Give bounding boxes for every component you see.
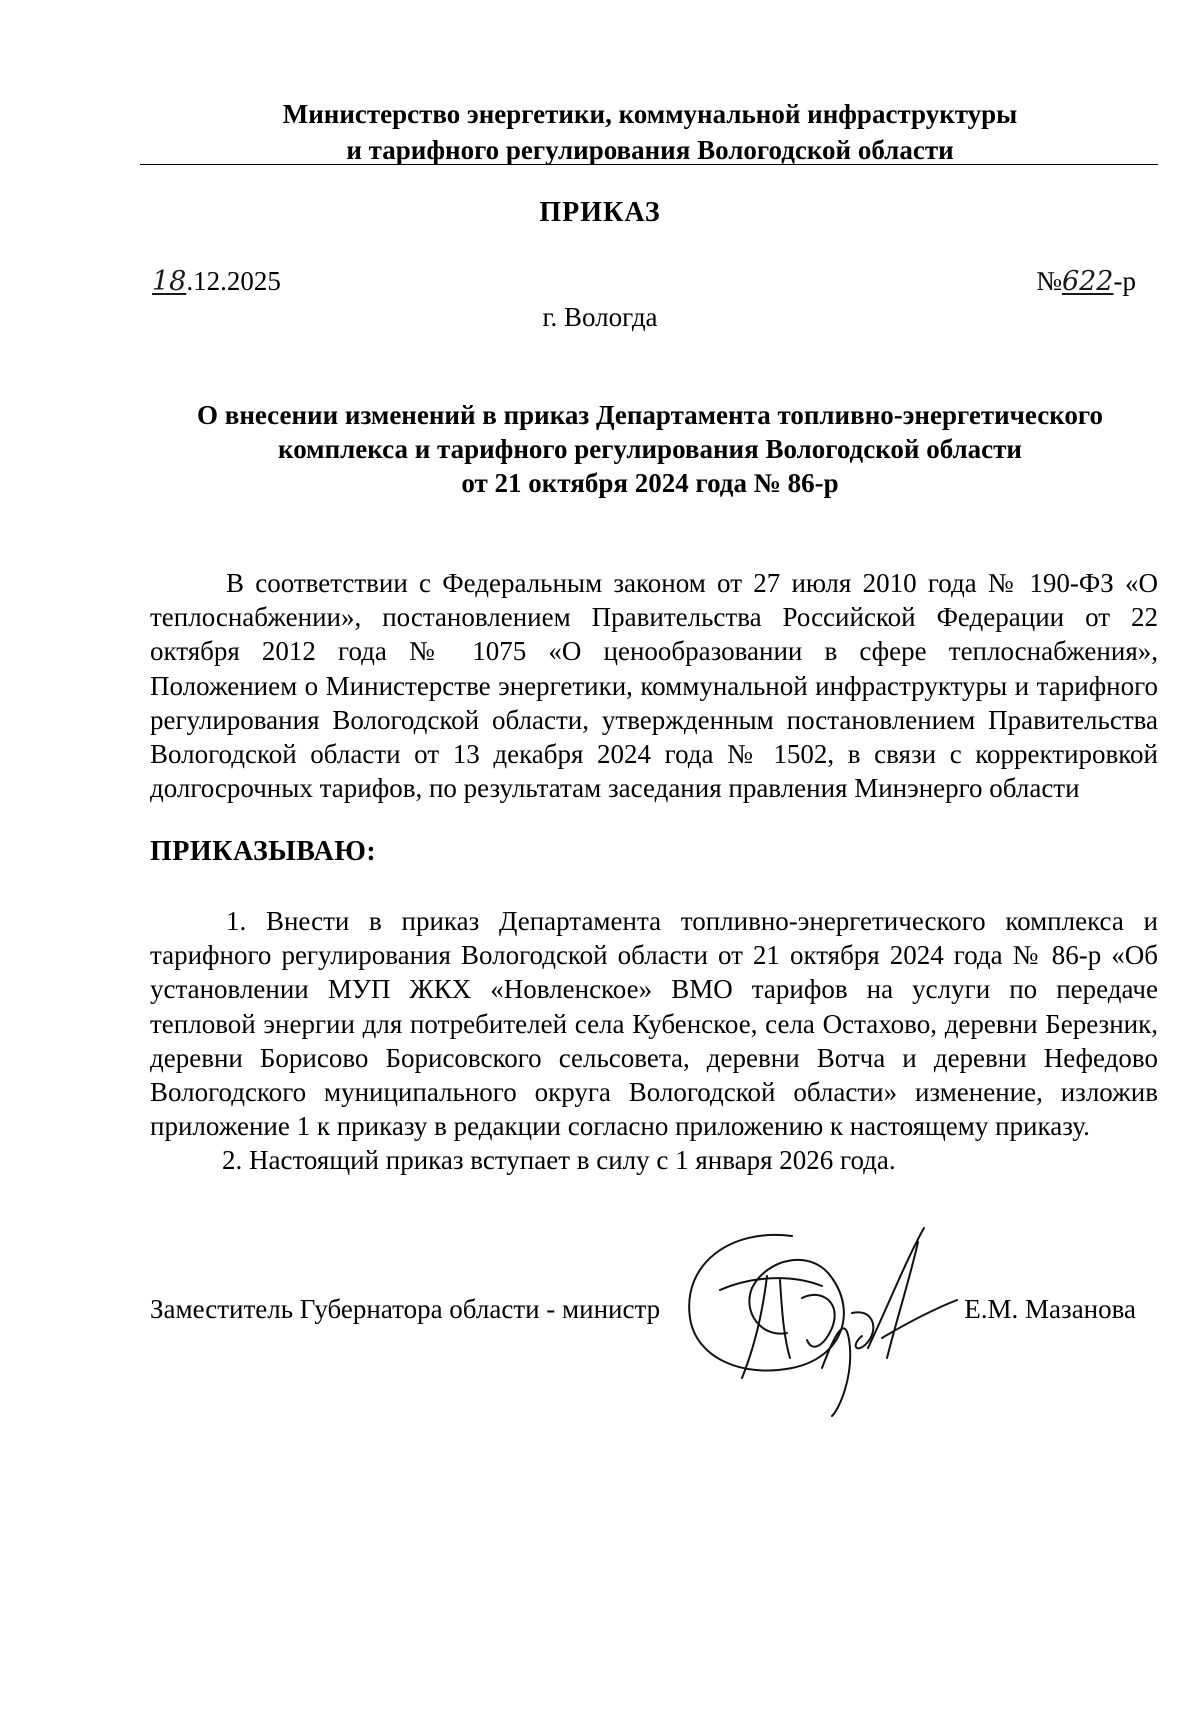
handwritten-number: 622 [1061, 266, 1114, 297]
subject-line2: комплекса и тарифного регулирования Вологодской области [278, 434, 1022, 464]
document-city: г. Вологда [542, 302, 658, 332]
preamble [150, 566, 1158, 805]
ministry-header-line2: и тарифного регулирования Вологодской области [346, 135, 954, 165]
ministry-header [140, 96, 1160, 168]
document-number [1036, 266, 1136, 297]
handwritten-signature [672, 1218, 972, 1418]
document-type: ПРИКАЗ [539, 197, 661, 228]
subject-line3: от 21 октября 2024 года № 86-р [461, 468, 839, 498]
order-items [150, 904, 1158, 1178]
ministry-header-line1: Министерство энергетики, коммунальной инфраструктуры [282, 99, 1018, 129]
document-subject [140, 398, 1160, 500]
header-divider [140, 164, 1158, 165]
order-item-2: 2. Настоящий приказ вступает в силу с 1 января 2026 года. [222, 1145, 896, 1176]
number-prefix: № [1036, 266, 1062, 296]
signatory-position: Заместитель Губернатора области - министр [150, 1294, 661, 1324]
preamble-paragraph: В соответствии с Федеральным законом от 27 июля 2010 года № 190-ФЗ «О теплоснабжении», постановлением Правительства Российской Федерации от 22 октября 2012 года № 1075 «О ценообразовании в сфере теплоснабжения», Положением о Министерстве энергетики, коммунальной инфраструктуры и тарифного регулирования Вологодской области, утвержденным постановлением Правительства Вологодской области от 13 декабря 2024 года № 1502, в связи с корректировкой долгосрочных тарифов, по результатам заседания правления Минэнерго области [150, 568, 1158, 804]
handwritten-day: 18 [152, 266, 187, 297]
subject-line1: О внесении изменений в приказ Департамента топливно-энергетического [196, 400, 1103, 430]
document-date [152, 266, 281, 297]
number-suffix: -р [1113, 266, 1136, 296]
order-word: ПРИКАЗЫВАЮ: [150, 836, 377, 867]
order-item-1: 1. Внести в приказ Департамента топливно-энергетического комплекса и тарифного регулирования Вологодской области от 21 октября 2024 года № 86-р «Об установлении МУП ЖКХ «Новленское» ВМО тарифов на услуги по передаче тепловой энергии для потребителей села Кубенское, села Остахово, деревни Березник, деревни Борисово Борисовского сельсовета, деревни Вотча и деревни Нефедово Вологодского муниципального округа Вологодской области» изменение, изложив приложение 1 к приказу в редакции согласно приложению к настоящему приказу. [150, 906, 1158, 1142]
date-rest: .12.2025 [186, 266, 281, 296]
signatory-name: Е.М. Мазанова [964, 1294, 1136, 1324]
